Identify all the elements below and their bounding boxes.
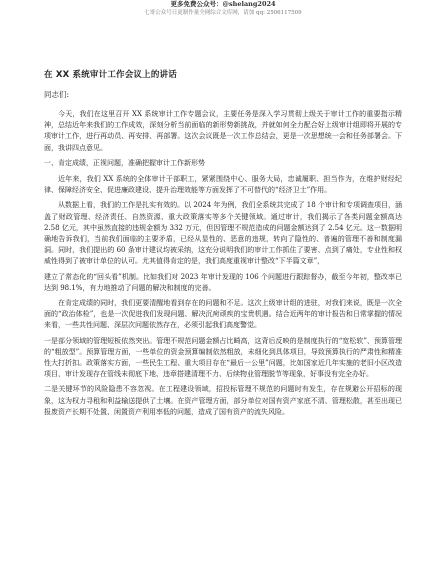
- paragraph: 建立了常态化的“回头看”机制。比如我们对 2023 年审计发现的 106 个问题进行跟踪督办，截至今年初，整改率已达到 98.1%，有力地推动了问题的解决和制度的完善。: [44, 272, 402, 292]
- paragraph: 二是关键环节的风险隐患不容忽视。在工程建设领域，招投标管理不规范的问题时有发生，存在规避公开招标的现象，这为权力寻租和利益输送提供了土壤。在资产管理方面，部分单位对国有资产家底不清、管理松散，甚至出现已报废资产长期不处置、闲置资产利用率低的问题，造成了国有资产的流失风险。: [44, 385, 402, 416]
- salutation: 同志们:: [44, 90, 70, 99]
- page-header: [44, 0, 402, 18]
- header-line-1: 更多免费公众号：@shelang2024: [170, 0, 276, 8]
- section-heading: 一、肯定成绩，正视问题，准确把握审计工作新形势: [44, 158, 205, 167]
- paragraph: 一是部分领域的管理短板依然突出。管理不规范问题金额占比畸高，这背后反映的是制度执行的“宽松软”、预算管理的“粗放型”。预算管理方面，一些单位的资金预算编制依然粗放，未细化到具体项目，导致预算执行的严肃性和精准性大打折扣。政策落实方面，一些民生工程、重大项目存在“最后一公里”问题，比如国家近几年实施的老旧小区改造项目，审计发现存在管线未彻底下地、违章搭建清理不力、后续物业管理脱节等现象，好事没有完全办好。: [44, 336, 402, 379]
- paragraph: 近年来，我们 XX 系统的全体审计干部职工，紧紧围绕中心、服务大局，忠诚履职、担当作为，在维护财经纪律、保障经济安全、促进廉政建设、提升治理效能等方面发挥了不可替代的“经济卫士”作用。: [44, 175, 402, 195]
- paragraph: 从数据上看，我们的工作是扎实有效的。以 2024 年为例，我们全系统共完成了 18 个审计和专项调查项目，涵盖了财政管理、经济责任、自然资源、重大政策落实等多个关键领域。通过审计，我们揭示了各类问题金额高达 2.58 亿元，其中虽然直接的违规金额为 332 万元，但因管理不规范造成的问题金额达到了 2.54 亿元。这一数据明确地告诉我们，当前我们面临的主要矛盾，已经从显性的、恶意的违规，转向了隐性的、普遍的管理不善和制度漏洞。同时，我们提出的 60 条审计建议均被采纳，这充分说明我们的审计工作抓住了要害、点到了痛处，专业性和权威性得到了被审计单位的认可。尤其值得肯定的是，我们高度重视审计整改“下半篇文章”，: [44, 201, 402, 266]
- document-title: 在 XX 系统审计工作会议上的讲话: [44, 70, 177, 80]
- header-line-2: 七哥公众号日更制作量全网综合文库网，请加 qq: 2506117509: [144, 10, 302, 16]
- document-body: [44, 109, 402, 418]
- paragraph: 今天，我们在这里召开 XX 系统审计工作专题会议，主要任务是深入学习贯彻上级关于审计工作的重要指示精神，总结近年来我们的工作成效，深刻分析当前面临的新形势新挑战，并就如何全力配合好上级审计组即将开展的专项审计工作，进行再动员、再安排、再部署。这次会议既是一次工作总结会，更是一次思想统一会和任务部署会。下面，我讲四点意见。: [44, 110, 402, 152]
- paragraph: 在肯定成绩的同时，我们更要清醒地看到存在的问题和不足。这次上级审计组的进驻，对我们来说，既是一次全面的“政治体检”，也是一次促进我们发现问题、解决沉疴顽疾的宝贵机遇。结合近两年的审计报告和日常掌握的情况来看，一些共性问题、深层次问题依然存在，必须引起我们高度警觉。: [44, 299, 402, 330]
